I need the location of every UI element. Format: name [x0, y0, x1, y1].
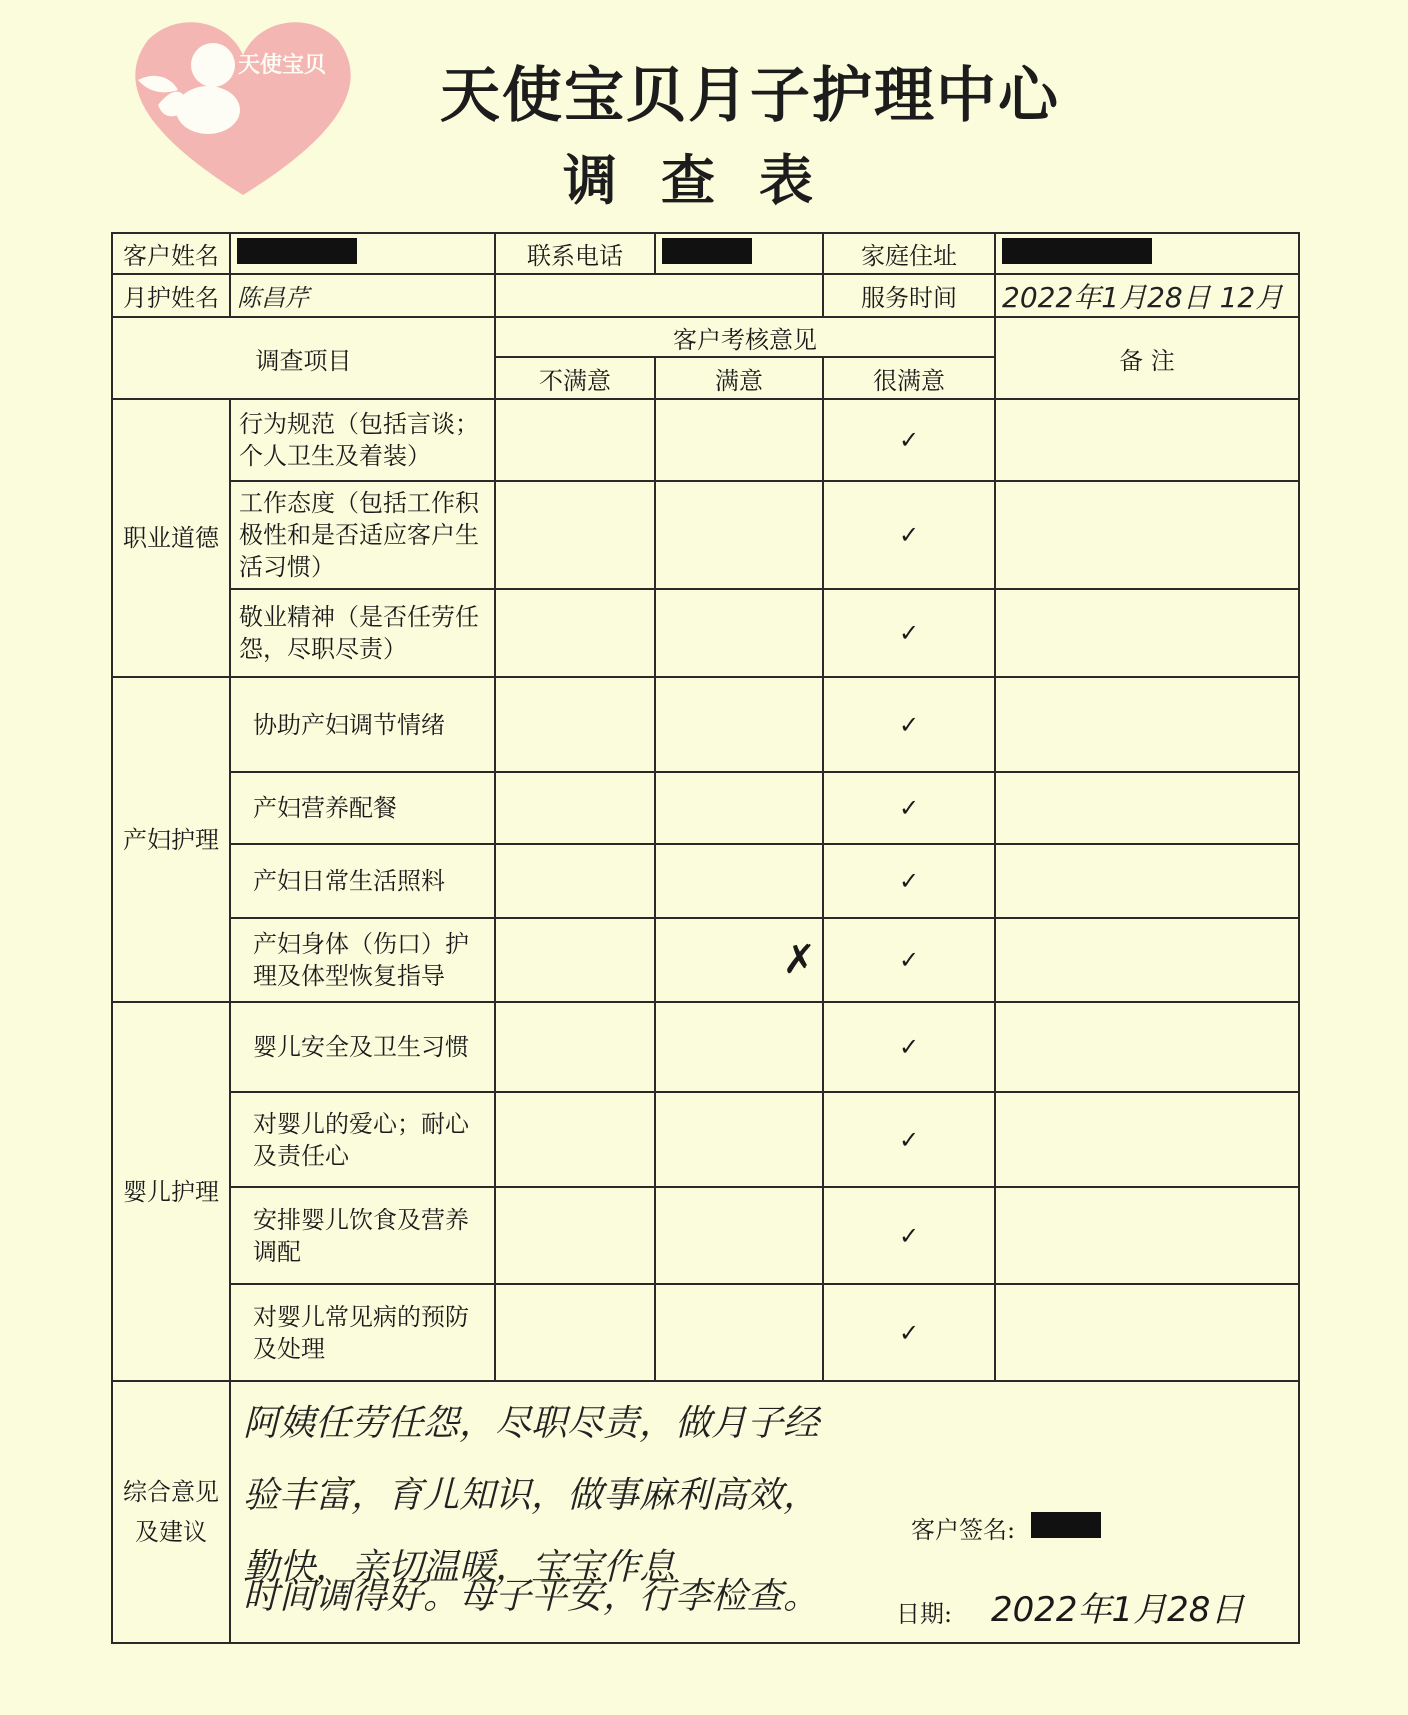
remarks-cell — [995, 589, 1299, 677]
remarks-cell — [995, 772, 1299, 844]
remarks-cell — [995, 677, 1299, 772]
check-mark: ✓ — [823, 589, 995, 677]
rating-cell — [655, 589, 823, 677]
survey-table — [111, 232, 1300, 1644]
remarks-cell — [995, 1284, 1299, 1381]
category-label: 产妇护理 — [112, 677, 230, 1002]
item-label: 婴儿安全及卫生习惯 — [230, 1002, 495, 1092]
item-label: 对婴儿的爱心；耐心及责任心 — [230, 1092, 495, 1187]
rating-cell — [655, 1187, 823, 1284]
rating-cell — [495, 1284, 655, 1381]
check-mark: ✓ — [823, 1284, 995, 1381]
summary-row — [112, 1381, 1299, 1643]
customer-name-label: 客户姓名 — [112, 233, 230, 274]
rating-cell — [655, 1284, 823, 1381]
table-row — [112, 399, 1299, 481]
phone-label: 联系电话 — [495, 233, 655, 274]
table-row — [112, 1002, 1299, 1092]
category-label: 职业道德 — [112, 399, 230, 677]
page-subtitle: 调查表 — [563, 149, 857, 212]
very-satisfied-header: 很满意 — [823, 357, 995, 399]
redacted-block — [237, 238, 357, 264]
rating-cell — [495, 589, 655, 677]
item-label: 敬业精神（是否任劳任怨，尽职尽责） — [230, 589, 495, 677]
rating-cell — [655, 399, 823, 481]
remarks-cell — [995, 844, 1299, 918]
check-mark: ✓ — [823, 1187, 995, 1284]
check-mark: ✓ — [823, 1092, 995, 1187]
table-row — [112, 1187, 1299, 1284]
redacted-block — [1031, 1512, 1101, 1538]
rating-cell — [495, 772, 655, 844]
logo-heart — [118, 10, 368, 200]
table-row — [112, 481, 1299, 589]
table-row — [112, 772, 1299, 844]
not-satisfied-header: 不满意 — [495, 357, 655, 399]
header-row-1 — [112, 317, 1299, 357]
info-row-1 — [112, 233, 1299, 274]
service-time-label: 服务时间 — [823, 274, 995, 317]
satisfied-header: 满意 — [655, 357, 823, 399]
rating-cell — [495, 677, 655, 772]
summary-text-cont: 时间调得好。母子平安，行李检查。 — [243, 1576, 820, 1617]
address-label: 家庭住址 — [823, 233, 995, 274]
check-mark: ✓ — [823, 1002, 995, 1092]
rating-cell — [495, 1002, 655, 1092]
check-mark: ✓ — [823, 399, 995, 481]
remarks-cell — [995, 1002, 1299, 1092]
check-mark: ✓ — [823, 772, 995, 844]
table-row — [112, 844, 1299, 918]
rating-cell — [655, 772, 823, 844]
check-mark: ✓ — [823, 918, 995, 1002]
blank-cell — [495, 274, 823, 317]
rating-cell — [495, 399, 655, 481]
service-time-value: 2022年1月28日 12月 — [995, 274, 1299, 317]
redacted-block — [1002, 238, 1152, 264]
item-label: 行为规范（包括言谈；个人卫生及着装） — [230, 399, 495, 481]
customer-name-value — [230, 233, 495, 274]
nurse-name-value: 陈昌芹 — [230, 274, 495, 317]
rating-cell — [495, 844, 655, 918]
table-row — [112, 1092, 1299, 1187]
item-label: 工作态度（包括工作积极性和是否适应客户生活习惯） — [230, 481, 495, 589]
item-label: 安排婴儿饮食及营养调配 — [230, 1187, 495, 1284]
check-mark: ✓ — [823, 481, 995, 589]
rating-cell — [655, 1002, 823, 1092]
crossed-mark: ✗ — [655, 918, 823, 1002]
address-value — [995, 233, 1299, 274]
remarks-cell — [995, 399, 1299, 481]
item-label: 协助产妇调节情绪 — [230, 677, 495, 772]
date-label: 日期: — [896, 1600, 953, 1628]
item-label: 产妇营养配餐 — [230, 772, 495, 844]
page-title: 天使宝贝月子护理中心 — [440, 61, 1060, 131]
category-label: 婴儿护理 — [112, 1002, 230, 1381]
remarks-cell — [995, 481, 1299, 589]
rating-cell — [655, 844, 823, 918]
summary-text: 阿姨任劳任怨，尽职尽责，做月子经验丰富，育儿知识，做事麻利高效，勤快，亲切温暖，宝宝作息 — [243, 1403, 820, 1588]
remarks-cell — [995, 1187, 1299, 1284]
survey-item-header: 调查项目 — [112, 317, 495, 399]
item-label: 对婴儿常见病的预防及处理 — [230, 1284, 495, 1381]
remarks-header: 备 注 — [995, 317, 1299, 399]
summary-content — [230, 1381, 1299, 1643]
item-label: 产妇日常生活照料 — [230, 844, 495, 918]
check-mark: ✓ — [823, 677, 995, 772]
signature-label: 客户签名: — [911, 1516, 1016, 1544]
rating-cell — [655, 677, 823, 772]
info-row-2 — [112, 274, 1299, 317]
table-row — [112, 1284, 1299, 1381]
remarks-cell — [995, 1092, 1299, 1187]
table-row — [112, 918, 1299, 1002]
phone-value — [655, 233, 823, 274]
redacted-block — [662, 238, 752, 264]
date-value: 2022年1月28日 — [991, 1590, 1245, 1630]
check-mark: ✓ — [823, 844, 995, 918]
rating-cell — [495, 481, 655, 589]
remarks-cell — [995, 918, 1299, 1002]
rating-cell — [655, 481, 823, 589]
svg-text:天使宝贝: 天使宝贝 — [238, 53, 327, 78]
rating-cell — [655, 1092, 823, 1187]
rating-cell — [495, 1092, 655, 1187]
table-row — [112, 677, 1299, 772]
table-row — [112, 589, 1299, 677]
rating-cell — [495, 918, 655, 1002]
summary-label: 综合意见及建议 — [112, 1381, 230, 1643]
nurse-name-label: 月护姓名 — [112, 274, 230, 317]
item-label: 产妇身体（伤口）护理及体型恢复指导 — [230, 918, 495, 1002]
assessment-header: 客户考核意见 — [495, 317, 995, 357]
rating-cell — [495, 1187, 655, 1284]
